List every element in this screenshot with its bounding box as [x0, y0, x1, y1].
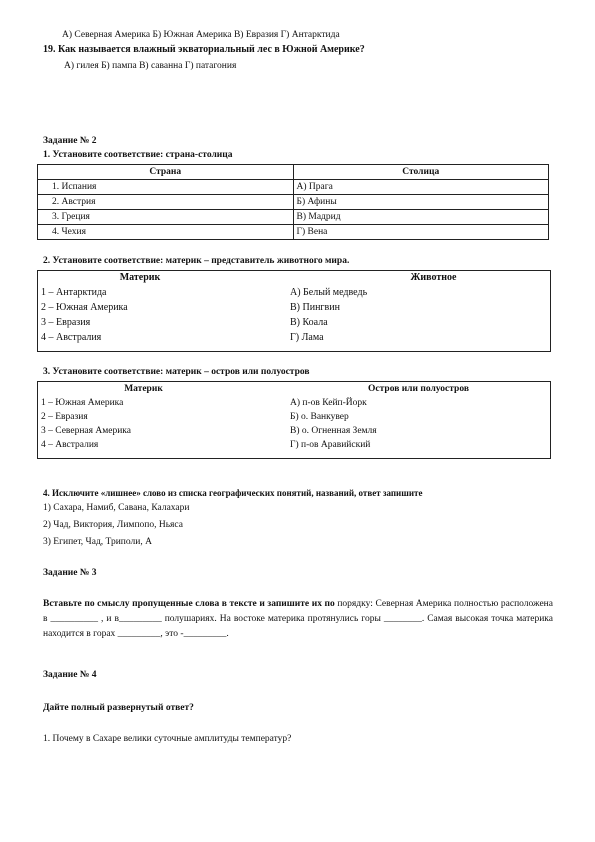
q18-options: А) Северная Америка Б) Южная Америка В) Евразия Г) Антарктида [62, 30, 340, 40]
continent-animal-table [38, 271, 548, 345]
table-cell: А) п-ов Кейп-Йорк [290, 398, 367, 408]
table-header-row [38, 165, 549, 180]
q19-number: 19. [43, 44, 56, 55]
table-cell: В) Коала [290, 316, 328, 328]
list-item: 1) Сахара, Намиб, Савана, Калахари [43, 503, 190, 513]
task3-instruction: Вставьте по смыслу пропущенные слова в тексте и запишите их по [43, 599, 335, 609]
task3-heading: Задание № 3 [43, 568, 97, 578]
task3-paragraph [43, 597, 553, 642]
table-row [38, 315, 548, 330]
q19-text: Как называется влажный экваториальный лес в Южной Америке? [58, 44, 365, 55]
continent-island-table [38, 382, 548, 452]
table-row [38, 300, 548, 315]
task2-q1-title: 1. Установите соответствие: страна-столица [43, 150, 233, 160]
table-cell: Г) Лама [290, 331, 324, 343]
table-cell: 1 – Антарктида [41, 286, 107, 298]
table-row [38, 285, 548, 300]
table-cell: А) Прага [293, 180, 549, 195]
task4-question: 1. Почему в Сахаре велики суточные амплитуды температур? [43, 734, 292, 744]
table-cell: 2 – Южная Америка [41, 301, 128, 313]
table-cell: 3 – Северная Америка [41, 426, 131, 436]
table-cell: 1 – Южная Америка [41, 398, 124, 408]
task4-heading: Задание № 4 [43, 670, 97, 680]
table-cell: А) Белый медведь [290, 286, 368, 298]
table-cell: В) Пингвин [290, 301, 340, 313]
table-header-row [38, 382, 548, 396]
table-cell: 1. Испания [38, 180, 294, 195]
table-row [38, 180, 549, 195]
table-row [38, 210, 549, 225]
table-row [38, 410, 548, 424]
task3-text: порядку: Северная Америка полностью расположена в __________ , и в_________ полушариях. На востоке материка протянулись горы ________. Самая высокая точка материка находится в горах _________, это -_________. [43, 599, 553, 639]
table-cell: 4 – Австралия [41, 440, 99, 450]
task4-instruction: Дайте полный развернутый ответ? [43, 703, 194, 713]
table-cell: 4 – Австралия [41, 331, 102, 343]
list-item: 3) Египет, Чад, Триполи, А [43, 537, 152, 547]
table-row [38, 195, 549, 210]
table-cell: В) о. Огненная Земля [290, 426, 377, 436]
column-header: Столица [293, 165, 549, 180]
table-cell: Б) о. Ванкувер [290, 412, 349, 422]
table-cell: Г) Вена [293, 225, 549, 240]
table-cell: В) Мадрид [293, 210, 549, 225]
country-capital-table [37, 164, 549, 240]
q19-question [43, 44, 365, 55]
table-cell: 3 – Евразия [41, 316, 91, 328]
table-cell: 3. Греция [38, 210, 294, 225]
column-header: Материк [124, 384, 163, 394]
task2-q4-title: 4. Исключите «лишнее» слово из списка географических понятий, названий, ответ запишите [43, 488, 423, 498]
q19-options: А) гилея Б) пампа В) саванна Г) патагония [64, 61, 237, 71]
table-row [38, 225, 549, 240]
table-cell: Г) п-ов Аравийский [290, 440, 371, 450]
table-row [38, 438, 548, 452]
column-header: Остров или полуостров [368, 384, 469, 394]
table-cell: 2. Австрия [38, 195, 294, 210]
list-item: 2) Чад, Виктория, Лимпопо, Ньяса [43, 520, 183, 530]
column-header: Материк [119, 272, 161, 283]
table-row [38, 396, 548, 410]
table-cell: Б) Афины [293, 195, 549, 210]
task2-heading: Задание № 2 [43, 136, 97, 146]
table-cell: 2 – Евразия [41, 412, 88, 422]
table-cell: 4. Чехия [38, 225, 294, 240]
table-row [38, 330, 548, 345]
table-header-row [38, 271, 548, 285]
task2-q2-title: 2. Установите соответствие: материк – представитель животного мира. [43, 256, 350, 266]
column-header: Животное [410, 272, 457, 283]
column-header: Страна [38, 165, 294, 180]
task2-q3-title: 3. Установите соответствие: материк – остров или полуостров [43, 367, 310, 377]
table-row [38, 424, 548, 438]
